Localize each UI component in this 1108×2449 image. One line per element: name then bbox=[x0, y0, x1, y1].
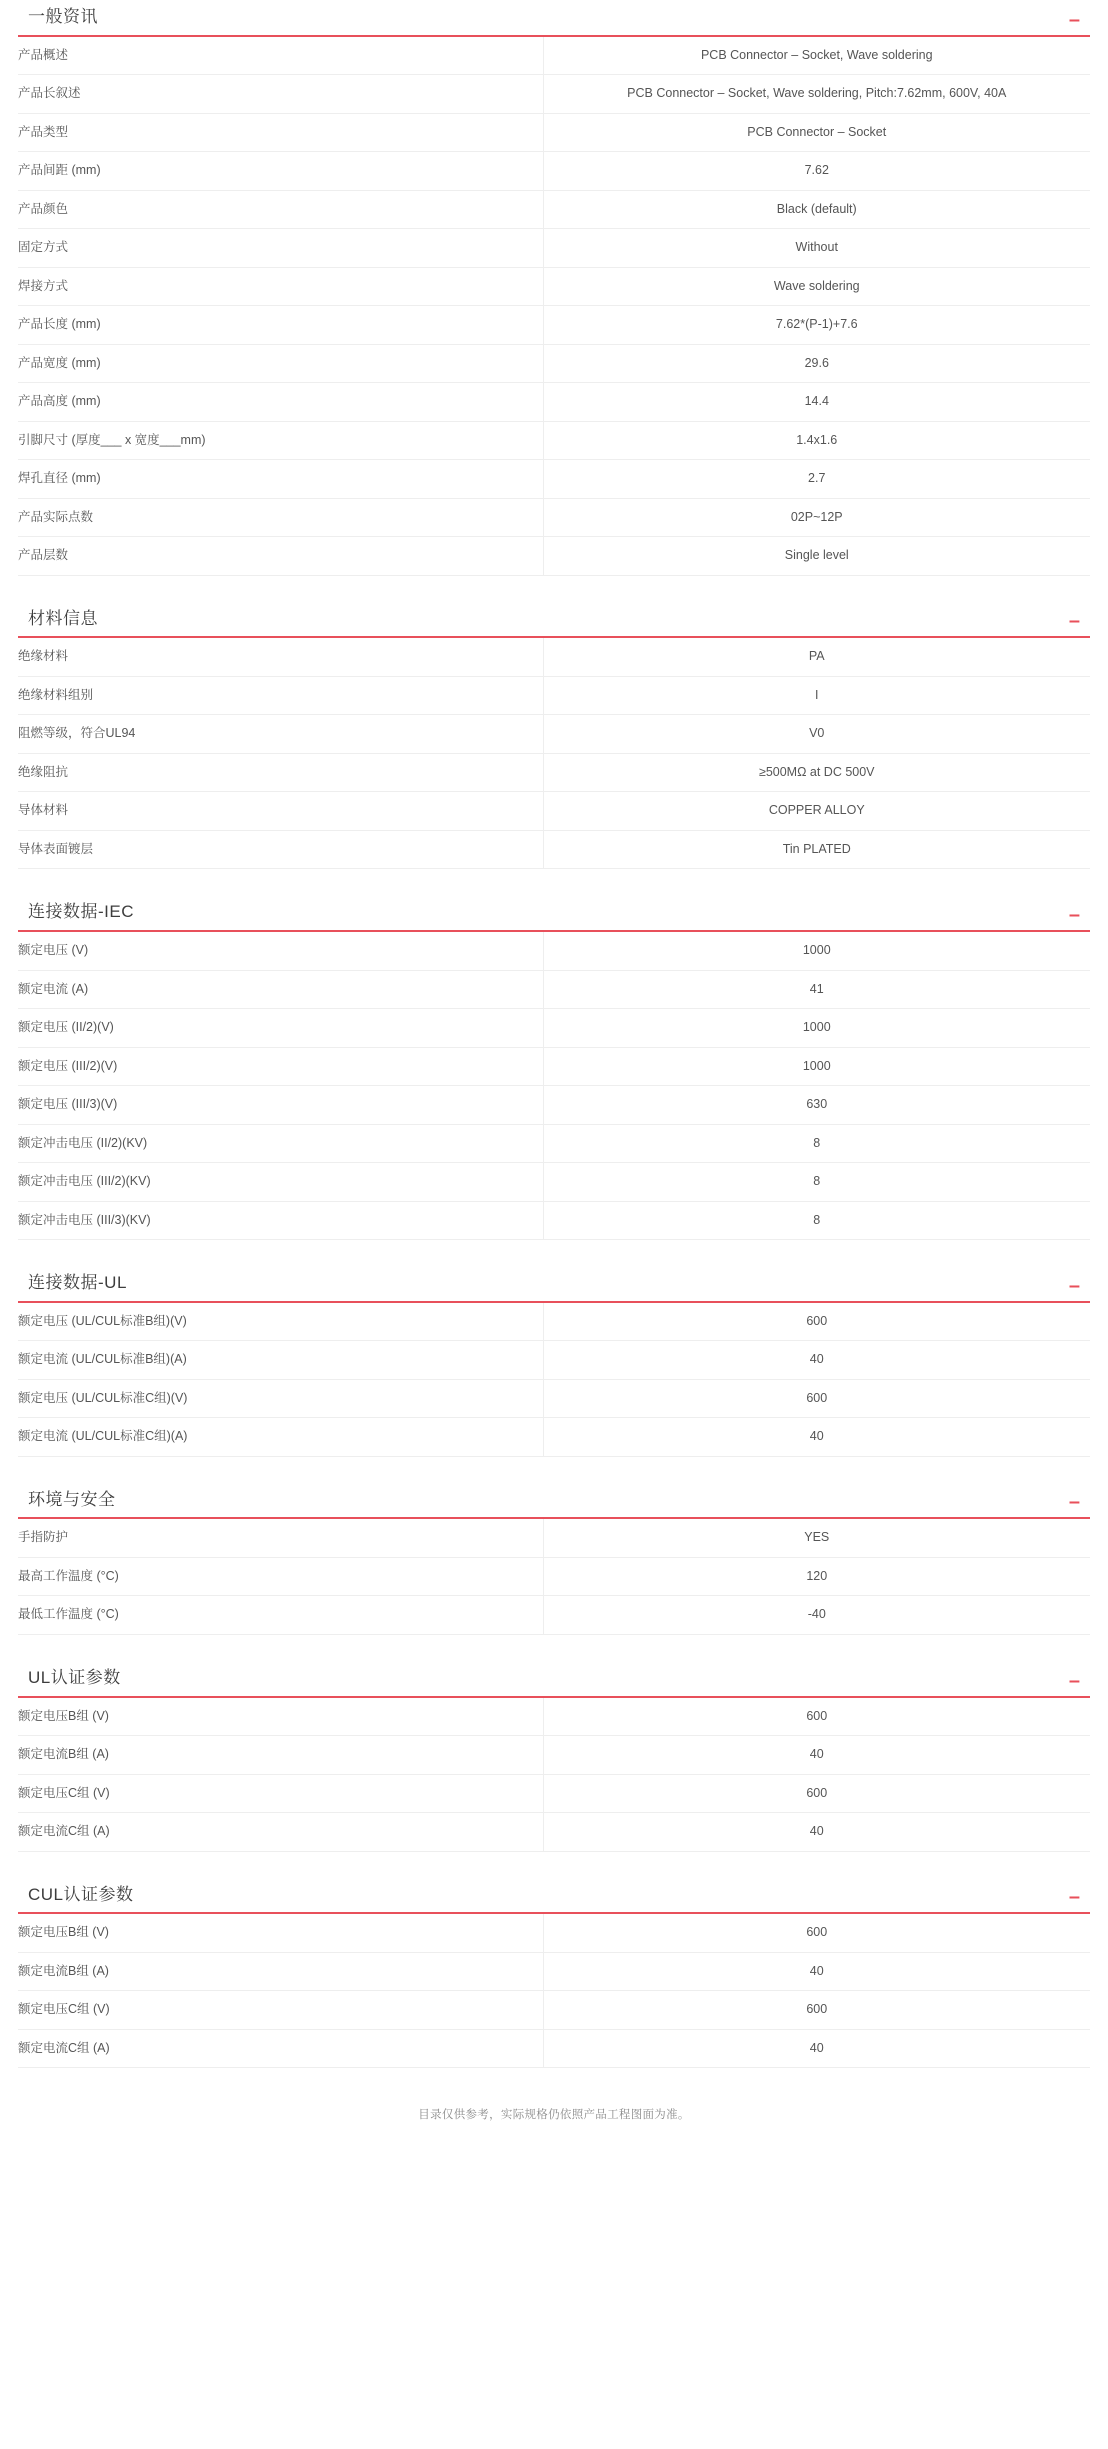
table-row bbox=[18, 676, 1090, 715]
spec-value: Without bbox=[795, 240, 838, 255]
table-row bbox=[18, 1596, 1090, 1635]
spec-value: 40 bbox=[809, 1824, 824, 1839]
spec-value: 40 bbox=[809, 2040, 824, 2055]
spec-value: 40 bbox=[809, 1963, 824, 1978]
spec-value: 29.6 bbox=[804, 355, 829, 370]
spec-table bbox=[18, 932, 1090, 1240]
table-row bbox=[18, 498, 1090, 537]
spec-key: 最低工作温度 (°C) bbox=[18, 1596, 543, 1635]
spec-table bbox=[18, 1914, 1090, 2068]
spec-key: 额定电流 (UL/CUL标准B组)(A) bbox=[18, 1341, 543, 1380]
section-title: 材料信息 bbox=[28, 608, 98, 628]
spec-key: 焊接方式 bbox=[18, 267, 543, 306]
spec-value: Black (default) bbox=[776, 201, 857, 216]
collapse-toggle-icon[interactable]: – bbox=[1068, 1274, 1080, 1297]
spec-table bbox=[18, 1519, 1090, 1635]
table-row bbox=[18, 715, 1090, 754]
collapse-toggle-icon[interactable]: – bbox=[1068, 1669, 1080, 1692]
table-row bbox=[18, 1047, 1090, 1086]
spec-section bbox=[18, 1669, 1090, 1852]
spec-value: Tin PLATED bbox=[782, 841, 851, 856]
spec-value: 8 bbox=[813, 1212, 821, 1227]
spec-key: 产品层数 bbox=[18, 537, 543, 576]
spec-key: 额定电压 (V) bbox=[18, 932, 543, 970]
spec-key: 额定电压 (III/3)(V) bbox=[18, 1086, 543, 1125]
spec-key: 产品长度 (mm) bbox=[18, 306, 543, 345]
table-row bbox=[18, 421, 1090, 460]
collapse-toggle-icon[interactable]: – bbox=[1068, 904, 1080, 927]
collapse-toggle-icon[interactable]: – bbox=[1068, 8, 1080, 31]
table-row bbox=[18, 113, 1090, 152]
section-header bbox=[18, 610, 1090, 639]
table-row bbox=[18, 830, 1090, 869]
table-row bbox=[18, 1991, 1090, 2030]
table-row bbox=[18, 383, 1090, 422]
spec-value: 41 bbox=[809, 981, 824, 996]
table-row bbox=[18, 638, 1090, 676]
spec-value: 40 bbox=[809, 1747, 824, 1762]
spec-value: 7.62 bbox=[804, 163, 829, 178]
spec-value: Single level bbox=[784, 548, 849, 563]
spec-value: 1000 bbox=[802, 943, 831, 958]
collapse-toggle-icon[interactable]: – bbox=[1068, 1886, 1080, 1909]
spec-value: 1000 bbox=[802, 1058, 831, 1073]
section-header bbox=[18, 1669, 1090, 1698]
table-row bbox=[18, 1009, 1090, 1048]
table-row bbox=[18, 190, 1090, 229]
spec-value: 02P~12P bbox=[790, 509, 843, 524]
spec-value: 14.4 bbox=[804, 394, 829, 409]
spec-key: 额定电流B组 (A) bbox=[18, 1736, 543, 1775]
table-row bbox=[18, 1813, 1090, 1852]
table-row bbox=[18, 460, 1090, 499]
spec-section bbox=[18, 1491, 1090, 1635]
table-row bbox=[18, 1698, 1090, 1736]
table-row bbox=[18, 152, 1090, 191]
spec-key: 额定冲击电压 (III/2)(KV) bbox=[18, 1163, 543, 1202]
table-row bbox=[18, 970, 1090, 1009]
spec-key: 额定电压 (UL/CUL标准C组)(V) bbox=[18, 1379, 543, 1418]
spec-value: V0 bbox=[809, 726, 825, 741]
spec-section bbox=[18, 903, 1090, 1240]
spec-section bbox=[18, 1274, 1090, 1457]
spec-value: PCB Connector – Socket, Wave soldering, Pitch:7.62mm, 600V, 40A bbox=[627, 86, 1007, 101]
spec-key: 产品类型 bbox=[18, 113, 543, 152]
table-row bbox=[18, 537, 1090, 576]
table-row bbox=[18, 1952, 1090, 1991]
section-title: UL认证参数 bbox=[28, 1667, 121, 1687]
table-row bbox=[18, 1201, 1090, 1240]
spec-value: PCB Connector – Socket bbox=[747, 124, 887, 139]
spec-value: 2.7 bbox=[808, 471, 826, 486]
spec-value: 40 bbox=[809, 1429, 824, 1444]
spec-key: 产品概述 bbox=[18, 37, 543, 75]
spec-value: 8 bbox=[813, 1135, 821, 1150]
table-row bbox=[18, 1163, 1090, 1202]
spec-key: 导体表面镀层 bbox=[18, 830, 543, 869]
spec-value: 1000 bbox=[802, 1020, 831, 1035]
table-row bbox=[18, 229, 1090, 268]
spec-value: 1.4x1.6 bbox=[796, 432, 838, 447]
table-row bbox=[18, 1379, 1090, 1418]
spec-value: 600 bbox=[806, 1785, 828, 1800]
collapse-toggle-icon[interactable]: – bbox=[1068, 1491, 1080, 1514]
section-title: 连接数据-IEC bbox=[28, 902, 134, 922]
spec-value: YES bbox=[804, 1530, 830, 1545]
section-header bbox=[18, 1886, 1090, 1915]
spec-value: 630 bbox=[806, 1097, 828, 1112]
spec-key: 额定电压 (III/2)(V) bbox=[18, 1047, 543, 1086]
spec-value: PA bbox=[808, 649, 825, 664]
spec-value: 600 bbox=[806, 1390, 828, 1405]
spec-table bbox=[18, 37, 1090, 576]
sections-container bbox=[18, 8, 1090, 2068]
spec-key: 产品颜色 bbox=[18, 190, 543, 229]
spec-table bbox=[18, 1303, 1090, 1457]
spec-key: 额定电流B组 (A) bbox=[18, 1952, 543, 1991]
section-title: CUL认证参数 bbox=[28, 1884, 134, 1904]
section-title: 一般资讯 bbox=[28, 7, 98, 26]
spec-key: 固定方式 bbox=[18, 229, 543, 268]
spec-value: 600 bbox=[806, 1925, 828, 1940]
table-row bbox=[18, 306, 1090, 345]
table-row bbox=[18, 344, 1090, 383]
spec-key: 产品高度 (mm) bbox=[18, 383, 543, 422]
table-row bbox=[18, 267, 1090, 306]
table-row bbox=[18, 1086, 1090, 1125]
spec-key: 额定电压 (II/2)(V) bbox=[18, 1009, 543, 1048]
footer-note: 目录仅供参考，实际规格仍依照产品工程图面为准。 bbox=[418, 2109, 690, 2122]
spec-key: 额定冲击电压 (II/2)(KV) bbox=[18, 1124, 543, 1163]
spec-value: 7.62*(P-1)+7.6 bbox=[775, 317, 858, 332]
section-header bbox=[18, 903, 1090, 932]
spec-table bbox=[18, 1698, 1090, 1852]
spec-value: Wave soldering bbox=[773, 278, 860, 293]
spec-value: 600 bbox=[806, 2002, 828, 2017]
spec-key: 产品实际点数 bbox=[18, 498, 543, 537]
spec-key: 阻燃等级，符合UL94 bbox=[18, 715, 543, 754]
table-row bbox=[18, 1519, 1090, 1557]
spec-key: 额定电压C组 (V) bbox=[18, 1991, 543, 2030]
spec-value: 40 bbox=[809, 1352, 824, 1367]
spec-sheet bbox=[0, 8, 1108, 2144]
table-row bbox=[18, 753, 1090, 792]
table-row bbox=[18, 1914, 1090, 1952]
table-row bbox=[18, 37, 1090, 75]
table-row bbox=[18, 792, 1090, 831]
table-row bbox=[18, 1341, 1090, 1380]
spec-value: 600 bbox=[806, 1708, 828, 1723]
section-title: 连接数据-UL bbox=[28, 1273, 127, 1293]
spec-section bbox=[18, 610, 1090, 870]
spec-key: 额定电流 (A) bbox=[18, 970, 543, 1009]
spec-key: 额定电流C组 (A) bbox=[18, 2029, 543, 2068]
section-header bbox=[18, 1491, 1090, 1520]
spec-key: 绝缘材料 bbox=[18, 638, 543, 676]
table-row bbox=[18, 1736, 1090, 1775]
spec-key: 绝缘材料组别 bbox=[18, 676, 543, 715]
spec-key: 额定电压 (UL/CUL标准B组)(V) bbox=[18, 1303, 543, 1341]
spec-key: 额定电流C组 (A) bbox=[18, 1813, 543, 1852]
spec-key: 产品长叙述 bbox=[18, 75, 543, 114]
spec-key: 额定电流 (UL/CUL标准C组)(A) bbox=[18, 1418, 543, 1457]
table-row bbox=[18, 75, 1090, 114]
section-header bbox=[18, 1274, 1090, 1303]
spec-key: 手指防护 bbox=[18, 1519, 543, 1557]
table-row bbox=[18, 1124, 1090, 1163]
spec-value: ≥500MΩ at DC 500V bbox=[758, 764, 875, 779]
table-row bbox=[18, 1303, 1090, 1341]
spec-key: 最高工作温度 (°C) bbox=[18, 1557, 543, 1596]
spec-value: COPPER ALLOY bbox=[768, 803, 865, 818]
section-header bbox=[18, 8, 1090, 37]
table-row bbox=[18, 2029, 1090, 2068]
spec-value: 120 bbox=[806, 1568, 828, 1583]
spec-value: 600 bbox=[806, 1313, 828, 1328]
spec-section bbox=[18, 8, 1090, 576]
spec-key: 导体材料 bbox=[18, 792, 543, 831]
spec-section bbox=[18, 1886, 1090, 2069]
spec-key: 绝缘阻抗 bbox=[18, 753, 543, 792]
spec-value: I bbox=[815, 687, 819, 702]
spec-key: 产品宽度 (mm) bbox=[18, 344, 543, 383]
spec-key: 产品间距 (mm) bbox=[18, 152, 543, 191]
spec-value: 8 bbox=[813, 1174, 821, 1189]
spec-key: 额定冲击电压 (III/3)(KV) bbox=[18, 1201, 543, 1240]
spec-table bbox=[18, 638, 1090, 869]
table-row bbox=[18, 1418, 1090, 1457]
spec-value: -40 bbox=[807, 1607, 826, 1622]
spec-key: 引脚尺寸 (厚度___ x 宽度___mm) bbox=[18, 421, 543, 460]
table-row bbox=[18, 1774, 1090, 1813]
spec-key: 额定电压B组 (V) bbox=[18, 1698, 543, 1736]
spec-key: 焊孔直径 (mm) bbox=[18, 460, 543, 499]
spec-value: PCB Connector – Socket, Wave soldering bbox=[700, 47, 933, 62]
spec-key: 额定电压B组 (V) bbox=[18, 1914, 543, 1952]
collapse-toggle-icon[interactable]: – bbox=[1068, 610, 1080, 633]
table-row bbox=[18, 1557, 1090, 1596]
spec-key: 额定电压C组 (V) bbox=[18, 1774, 543, 1813]
table-row bbox=[18, 932, 1090, 970]
section-title: 环境与安全 bbox=[28, 1489, 116, 1509]
